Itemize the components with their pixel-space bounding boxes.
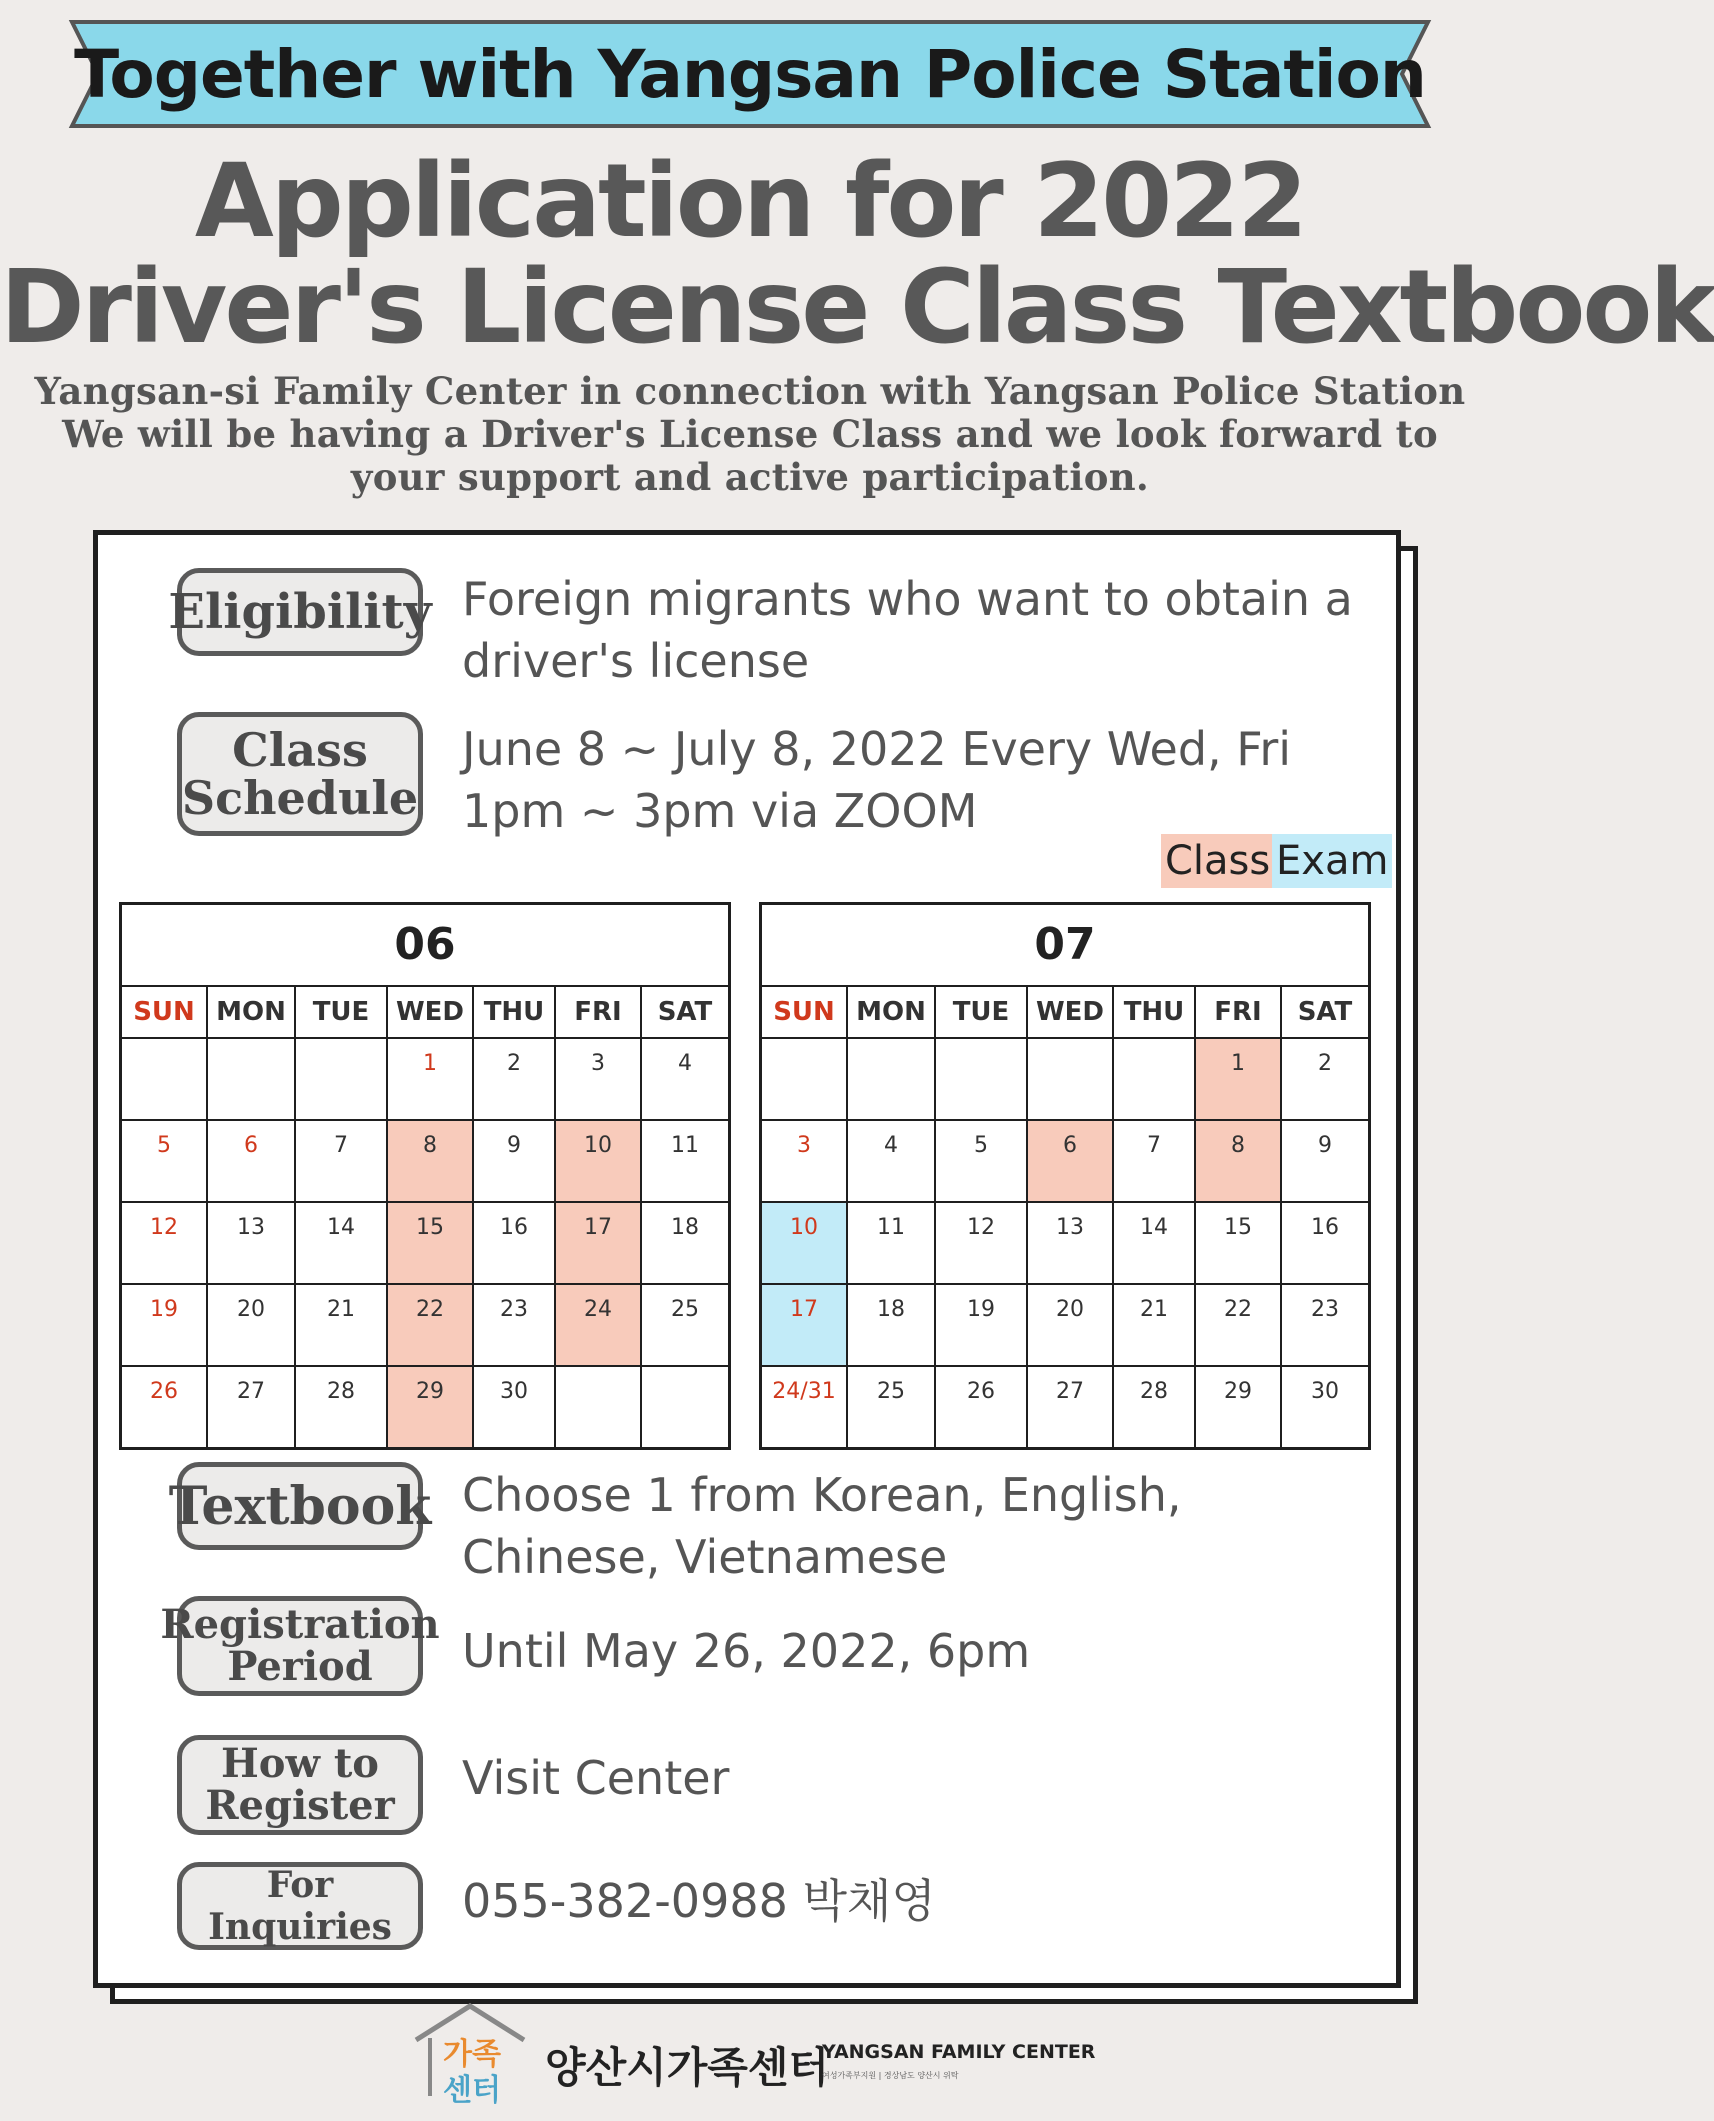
calendar-day-cell: 19 [936,1285,1028,1365]
registration-label-line2: Period [227,1643,373,1690]
calendar-day-cell: 11 [848,1203,936,1283]
inquiries-label [177,1862,423,1950]
calendar-day-cell: 25 [848,1367,936,1447]
calendar-june [119,902,731,1450]
textbook-line1: Choose 1 from Korean, English, [462,1468,1182,1522]
footer-sub-text: 여성가족부지원 | 경상남도 양산시 위탁 [822,2071,959,2080]
calendar-day-cell: 13 [208,1203,296,1283]
calendar-day-cell: 18 [671,1215,699,1240]
calendar-day-cell: 16 [1311,1215,1339,1240]
calendar-day-cell: 25 [671,1297,699,1322]
logo-text-top: 가족 [443,2037,501,2072]
calendar-day-cell: 30 [1311,1379,1339,1404]
calendar-day-cell: 22 [388,1285,474,1365]
calendar-week-row [122,1039,728,1121]
calendar-week-row [762,1285,1368,1367]
intro-line2: We will be having a Driver's License Class and we look forward to [62,412,1438,456]
calendar-day-cell: 27 [1028,1367,1114,1447]
calendar-day-cell [848,1039,936,1119]
how-label-line1: How to [221,1740,379,1787]
weekday-wed: WED [1028,987,1114,1037]
schedule-value [462,718,1291,842]
calendar-day-cell: 23 [474,1285,556,1365]
calendar-day-cell: 14 [296,1203,388,1283]
weekday-mon: MON [208,987,296,1037]
schedule-line1: June 8 ~ July 8, 2022 Every Wed, Fri [462,722,1292,776]
calendar-day-cell [208,1039,296,1119]
intro-text [0,370,1500,499]
calendar-day-cell: 17 [762,1285,848,1365]
calendar-day-cell [936,1039,1028,1119]
calendar-day-cell: 10 [556,1121,642,1201]
inquiries-value: 055-382-0988 박채영 [462,1874,936,1928]
calendar-day-cell: 18 [848,1285,936,1365]
eligibility-line2: driver's license [462,634,810,688]
calendar-week-row [122,1203,728,1285]
calendar-day-cell: 7 [296,1121,388,1201]
calendar-day-cell: 2 [1318,1051,1332,1076]
calendar-day-cell: 1 [1196,1039,1282,1119]
calendar-day-cell: 15 [1196,1203,1282,1283]
calendar-day-cell: 13 [1028,1203,1114,1283]
calendar-day-cell: 9 [474,1121,556,1201]
calendar-day-cell: 2 [474,1039,556,1119]
weekday-sun: SUN [122,987,208,1037]
calendar-day-cell: 9 [1318,1133,1332,1158]
calendar-day-cell [642,1367,728,1447]
schedule-label-line2: Schedule [181,771,419,825]
logo-text-bottom: 센터 [443,2073,501,2108]
schedule-label [177,712,423,836]
calendar-day-cell [762,1039,848,1119]
page-title-line1: Application for 2022 [194,142,1306,261]
calendar-day-cell: 17 [556,1203,642,1283]
how-label [177,1735,423,1835]
textbook-label-text: Textbook [168,1475,432,1537]
textbook-line2: Chinese, Vietnamese [462,1530,948,1584]
family-center-logo [410,2000,530,2110]
calendar-day-cell: 28 [1114,1367,1196,1447]
calendar-week-row [122,1367,728,1447]
calendar-day-cell: 21 [1114,1285,1196,1365]
calendar-day-cell: 14 [1114,1203,1196,1283]
calendar-day-cell: 30 [474,1367,556,1447]
inquiries-label-text: For Inquiries [208,1864,392,1948]
calendar-day-cell: 23 [1311,1297,1339,1322]
calendar-day-cell: 6 [208,1121,296,1201]
calendar-day-cell: 5 [936,1121,1028,1201]
eligibility-value [462,568,1353,692]
calendar-day-cell: 4 [678,1051,692,1076]
calendar-day-cell: 22 [1196,1285,1282,1365]
registration-value: Until May 26, 2022, 6pm [462,1624,1031,1678]
calendar-week-row [762,1203,1368,1285]
calendar-day-cell [1028,1039,1114,1119]
eligibility-label-text: Eligibility [168,584,432,640]
calendar-day-cell: 24 [556,1285,642,1365]
schedule-line2: 1pm ~ 3pm via ZOOM [462,784,978,838]
weekday-fri: FRI [556,987,642,1037]
calendar-day-cell: 26 [936,1367,1028,1447]
calendar-day-cell: 12 [122,1203,208,1283]
textbook-value [462,1464,1182,1588]
calendar-day-cell: 4 [848,1121,936,1201]
calendar-day-cell: 1 [388,1039,474,1119]
weekday-tue: TUE [936,987,1028,1037]
page-title-line2: Driver's License Class Textbook [0,248,1714,367]
calendar-day-cell: 19 [122,1285,208,1365]
calendar-day-cell [556,1367,642,1447]
how-value: Visit Center [462,1751,730,1805]
banner-text: Together with Yangsan Police Station [74,35,1426,113]
footer-english-name: YANGSAN FAMILY CENTER [822,2041,1096,2063]
calendar-month-title: 06 [122,905,728,987]
calendar-day-cell: 7 [1114,1121,1196,1201]
calendar-weekday-row [122,987,728,1039]
calendar-day-cell: 24/31 [762,1367,848,1447]
calendar-day-cell: 16 [474,1203,556,1283]
registration-label [160,1596,440,1696]
how-label-line2: Register [205,1782,395,1829]
calendar-day-cell: 10 [762,1203,848,1283]
calendar-day-cell: 8 [1196,1121,1282,1201]
calendar-july [759,902,1371,1450]
intro-line3: your support and active participation. [350,455,1150,499]
calendar-day-cell: 3 [556,1039,642,1119]
calendar-day-cell: 21 [296,1285,388,1365]
calendar-weekday-row [762,987,1368,1039]
calendar-day-cell: 5 [122,1121,208,1201]
calendar-week-row [762,1039,1368,1121]
weekday-mon: MON [848,987,936,1037]
calendar-day-cell: 15 [388,1203,474,1283]
eligibility-line1: Foreign migrants who want to obtain a [462,572,1353,626]
calendar-day-cell [296,1039,388,1119]
weekday-thu: THU [1114,987,1196,1037]
calendar-day-cell: 11 [671,1133,699,1158]
calendar-day-cell [122,1039,208,1119]
weekday-thu: THU [474,987,556,1037]
legend-class: Class [1161,834,1274,888]
legend-exam: Exam [1272,834,1392,888]
calendar-day-cell: 3 [762,1121,848,1201]
calendar-day-cell: 28 [296,1367,388,1447]
calendar-day-cell: 8 [388,1121,474,1201]
eligibility-label [168,568,432,656]
schedule-label-line1: Class [232,723,368,777]
weekday-fri: FRI [1196,987,1282,1037]
weekday-sat: SAT [657,997,713,1027]
weekday-wed: WED [388,987,474,1037]
footer-korean-name: 양산시가족센터 [545,2043,830,2092]
calendar-day-cell: 29 [1196,1367,1282,1447]
calendar-day-cell [1114,1039,1196,1119]
calendar-day-cell: 12 [936,1203,1028,1283]
calendar-day-cell: 6 [1028,1121,1114,1201]
calendar-day-cell: 27 [208,1367,296,1447]
calendar-week-row [122,1285,728,1367]
calendar-week-row [762,1367,1368,1447]
registration-label-line1: Registration [160,1601,440,1648]
weekday-sat: SAT [1297,997,1353,1027]
textbook-label [168,1462,432,1550]
calendar-day-cell: 20 [208,1285,296,1365]
weekday-sun: SUN [762,987,848,1037]
intro-line1: Yangsan-si Family Center in connection with Yangsan Police Station [34,369,1466,413]
calendar-week-row [122,1121,728,1203]
calendar-month-title: 07 [762,905,1368,987]
calendar-day-cell: 20 [1028,1285,1114,1365]
calendar-week-row [762,1121,1368,1203]
weekday-tue: TUE [296,987,388,1037]
calendar-day-cell: 26 [122,1367,208,1447]
calendar-day-cell: 29 [388,1367,474,1447]
